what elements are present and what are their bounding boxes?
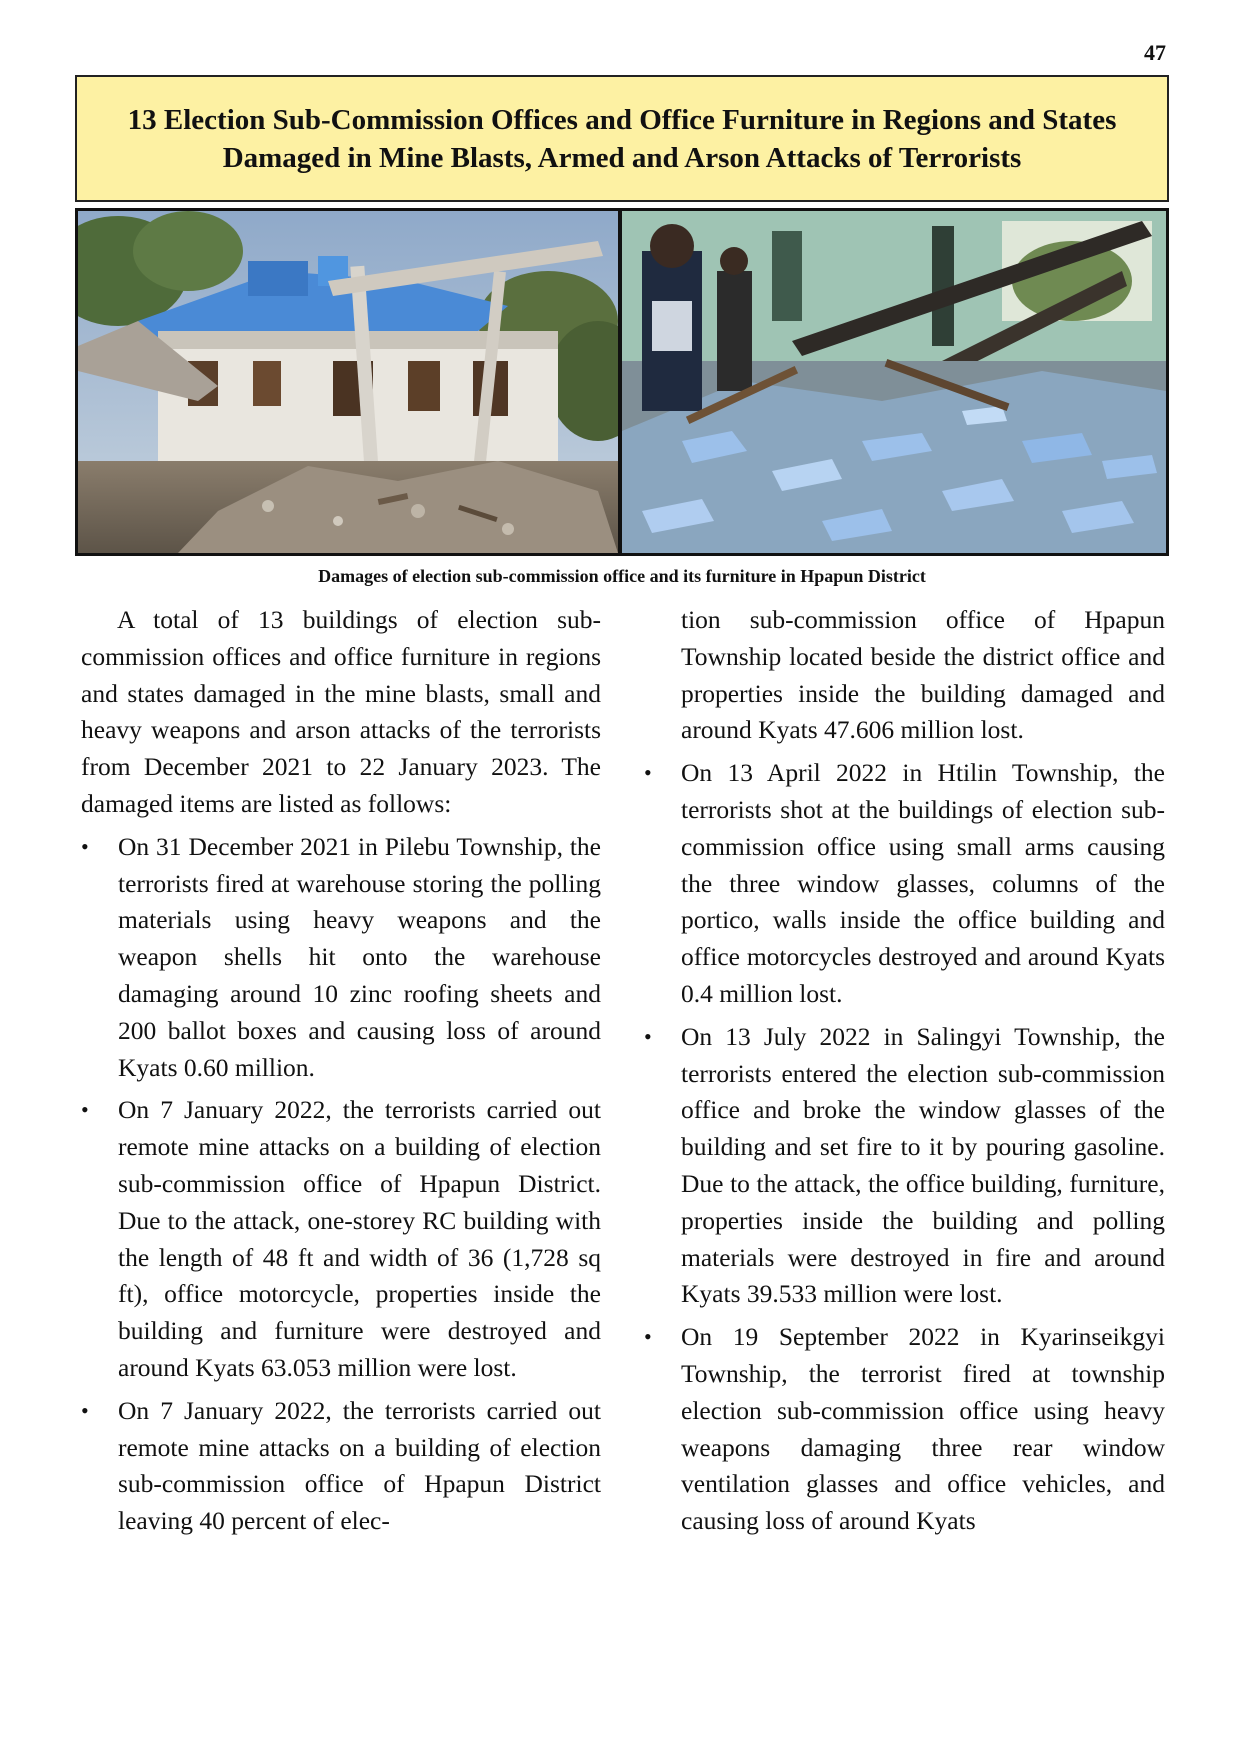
- list-item-continuation: [681, 602, 1165, 749]
- bullet-icon: •: [81, 1397, 89, 1423]
- page-number: 47: [1144, 40, 1166, 65]
- bullet-icon: •: [644, 1023, 652, 1049]
- photo-caption: Damages of election sub-commission office and its furniture in Hpapun District: [318, 566, 926, 586]
- list-item: [81, 1393, 601, 1540]
- damaged-building-exterior-image: [78, 211, 618, 553]
- list-item-text: On 13 April 2022 in Htilin Township, the terrorists shot at the buildings of election sub-commission office using small arms causing the three window glasses, columns of the portico, walls inside the office building and office motorcycles destroyed and around Kyats 0.4 million lost.: [681, 758, 1165, 1008]
- intro-paragraph: A total of 13 buildings of election sub-commission offices and office furniture in regions and states damaged in the mine blasts, small and heavy weapons and arson attacks of the terrorists from December 2021 to 22 January 2023. The damaged items are listed as follows:: [81, 605, 601, 818]
- bullet-icon: •: [644, 1324, 652, 1350]
- bullet-icon: •: [644, 760, 652, 786]
- list-item: [644, 1019, 1165, 1313]
- left-bullet-list: [81, 829, 601, 1540]
- list-item-text: On 31 December 2021 in Pilebu Township, the terrorists fired at warehouse storing the polling materials using heavy weapons and the weapon shells hit onto the warehouse damaging around 10 zinc roofing sheets and 200 ballot boxes and causing loss of around Kyats 0.60 million.: [118, 831, 601, 1082]
- list-item: [81, 1092, 601, 1386]
- photo-damaged-office-interior: [622, 211, 1166, 553]
- bullet-icon: •: [81, 833, 89, 859]
- list-item: [644, 1319, 1165, 1540]
- bullet-icon: •: [81, 1097, 89, 1123]
- left-column: [81, 602, 601, 1540]
- title-line-1: 13 Election Sub-Commission Offices and Office Furniture in Regions and States: [127, 103, 1117, 136]
- list-item-text: On 19 September 2022 in Kyarinseikgyi Township, the terrorist fired at township election sub-commission office using heavy weapons damaging three rear window ventilation glasses and office vehicles, and causing loss of around Kyats: [681, 1322, 1165, 1536]
- right-bullet-list: [681, 602, 1165, 749]
- list-item-text: On 13 July 2022 in Salingyi Township, the terrorists entered the election sub-commission office and broke the window glasses of the building and set fire to it by pouring gasoline. Due to the attack, the office building, furniture, properties inside the building and polling materials were destroyed in fire and around Kyats 39.533 million were lost.: [681, 1021, 1165, 1309]
- list-item-text: On 7 January 2022, the terrorists carried out remote mine attacks on a building of election sub-commission office of Hpapun District. Due to the attack, one-storey RC building with the length of 48 ft and width of 36 (1,728 sq ft), office motorcycle, properties inside the building and furniture were destroyed and around Kyats 63.053 million were lost.: [118, 1095, 601, 1382]
- damaged-office-interior-image: [622, 211, 1166, 553]
- list-item: [644, 755, 1165, 1013]
- continuation-text: tion sub-commission office of Hpapun Township located beside the district office and properties inside the building damaged and around Kyats 47.606 million lost.: [681, 605, 1165, 745]
- right-bullet-list-items: [644, 755, 1165, 1540]
- right-column: [644, 602, 1165, 1540]
- title-box: [75, 75, 1169, 202]
- list-item-text: On 7 January 2022, the terrorists carried out remote mine attacks on a building of election sub-commission office of Hpapun District leaving 40 percent of elec-: [118, 1395, 601, 1536]
- photo-damaged-building-exterior: [78, 211, 618, 553]
- title-line-2: Damaged in Mine Blasts, Armed and Arson Attacks of Terrorists: [222, 141, 1022, 174]
- photo-strip: [75, 208, 1169, 556]
- list-item: [81, 829, 601, 1087]
